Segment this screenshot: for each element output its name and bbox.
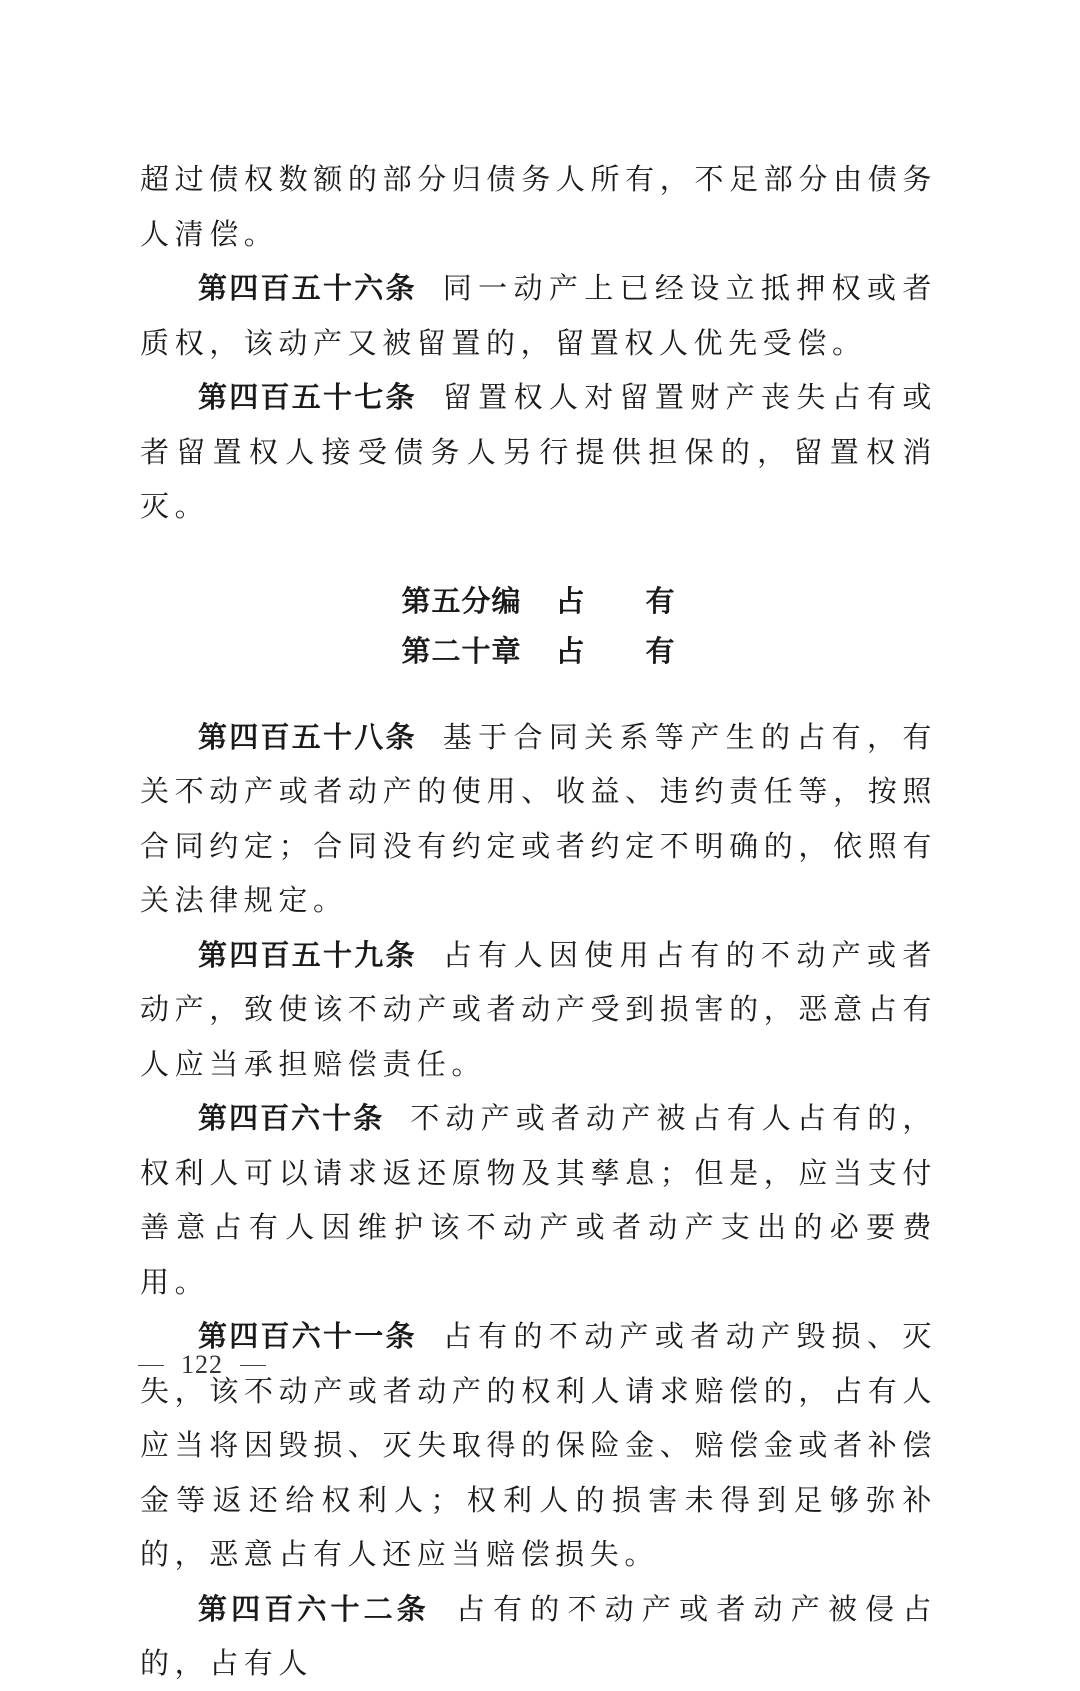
article-457 bbox=[140, 370, 937, 534]
article-460 bbox=[140, 1091, 937, 1309]
article-458 bbox=[140, 710, 937, 928]
article-number: 第四百六十二条 bbox=[198, 1591, 430, 1626]
footer-dash-left bbox=[138, 1365, 164, 1366]
article-459 bbox=[140, 928, 937, 1092]
paragraph-continuation: 超过债权数额的部分归债务人所有，不足部分由债务人清偿。 bbox=[140, 162, 937, 251]
chapter-label: 第二十章 bbox=[401, 633, 522, 668]
article-text: 占有的不动产或者动产被侵占的，占有人 bbox=[140, 1591, 937, 1680]
article-number: 第四百六十一条 bbox=[198, 1319, 417, 1353]
page-footer bbox=[138, 1350, 266, 1380]
chapter-title: 占 有 bbox=[555, 633, 676, 668]
article-462 bbox=[140, 1582, 937, 1691]
article-number: 第四百六十条 bbox=[198, 1101, 385, 1135]
chapter-heading bbox=[140, 626, 937, 676]
section-headings bbox=[140, 576, 937, 676]
article-text: 占有人因使用占有的不动产或者动产，致使该不动产或者动产受到损害的，恶意占有人应当承担赔偿责任。 bbox=[140, 937, 937, 1081]
article-number: 第四百五十八条 bbox=[198, 719, 417, 754]
page-body bbox=[140, 152, 937, 1691]
article-number: 第四百五十九条 bbox=[198, 937, 417, 972]
article-number: 第四百五十七条 bbox=[198, 380, 417, 414]
part-title: 占 有 bbox=[555, 583, 676, 618]
part-label: 第五分编 bbox=[401, 583, 522, 618]
article-text: 不动产或者动产被占有人占有的，权利人可以请求返还原物及其孳息；但是，应当支付善意占有人因维护该不动产或者动产支出的必要费用。 bbox=[140, 1101, 937, 1299]
article-text: 同一动产上已经设立抵押权或者质权，该动产又被留置的，留置权人优先受偿。 bbox=[140, 271, 937, 360]
article-text: 留置权人对留置财产丧失占有或者留置权人接受债务人另行提供担保的，留置权消灭。 bbox=[140, 380, 937, 523]
article-text: 基于合同关系等产生的占有，有关不动产或者动产的使用、收益、违约责任等，按照合同约定；合同没有约定或者约定不明确的，依照有关法律规定。 bbox=[140, 719, 937, 917]
page-number: 122 bbox=[181, 1350, 223, 1379]
article-456 bbox=[140, 261, 937, 370]
article-text: 占有的不动产或者动产毁损、灭失，该不动产或者动产的权利人请求赔偿的，占有人应当将因毁损、灭失取得的保险金、赔偿金或者补偿金等返还给权利人；权利人的损害未得到足够弥补的，恶意占有人还应当赔偿损失。 bbox=[140, 1319, 937, 1571]
part-heading bbox=[140, 576, 937, 626]
footer-dash-right bbox=[240, 1365, 266, 1366]
article-number: 第四百五十六条 bbox=[198, 271, 417, 305]
